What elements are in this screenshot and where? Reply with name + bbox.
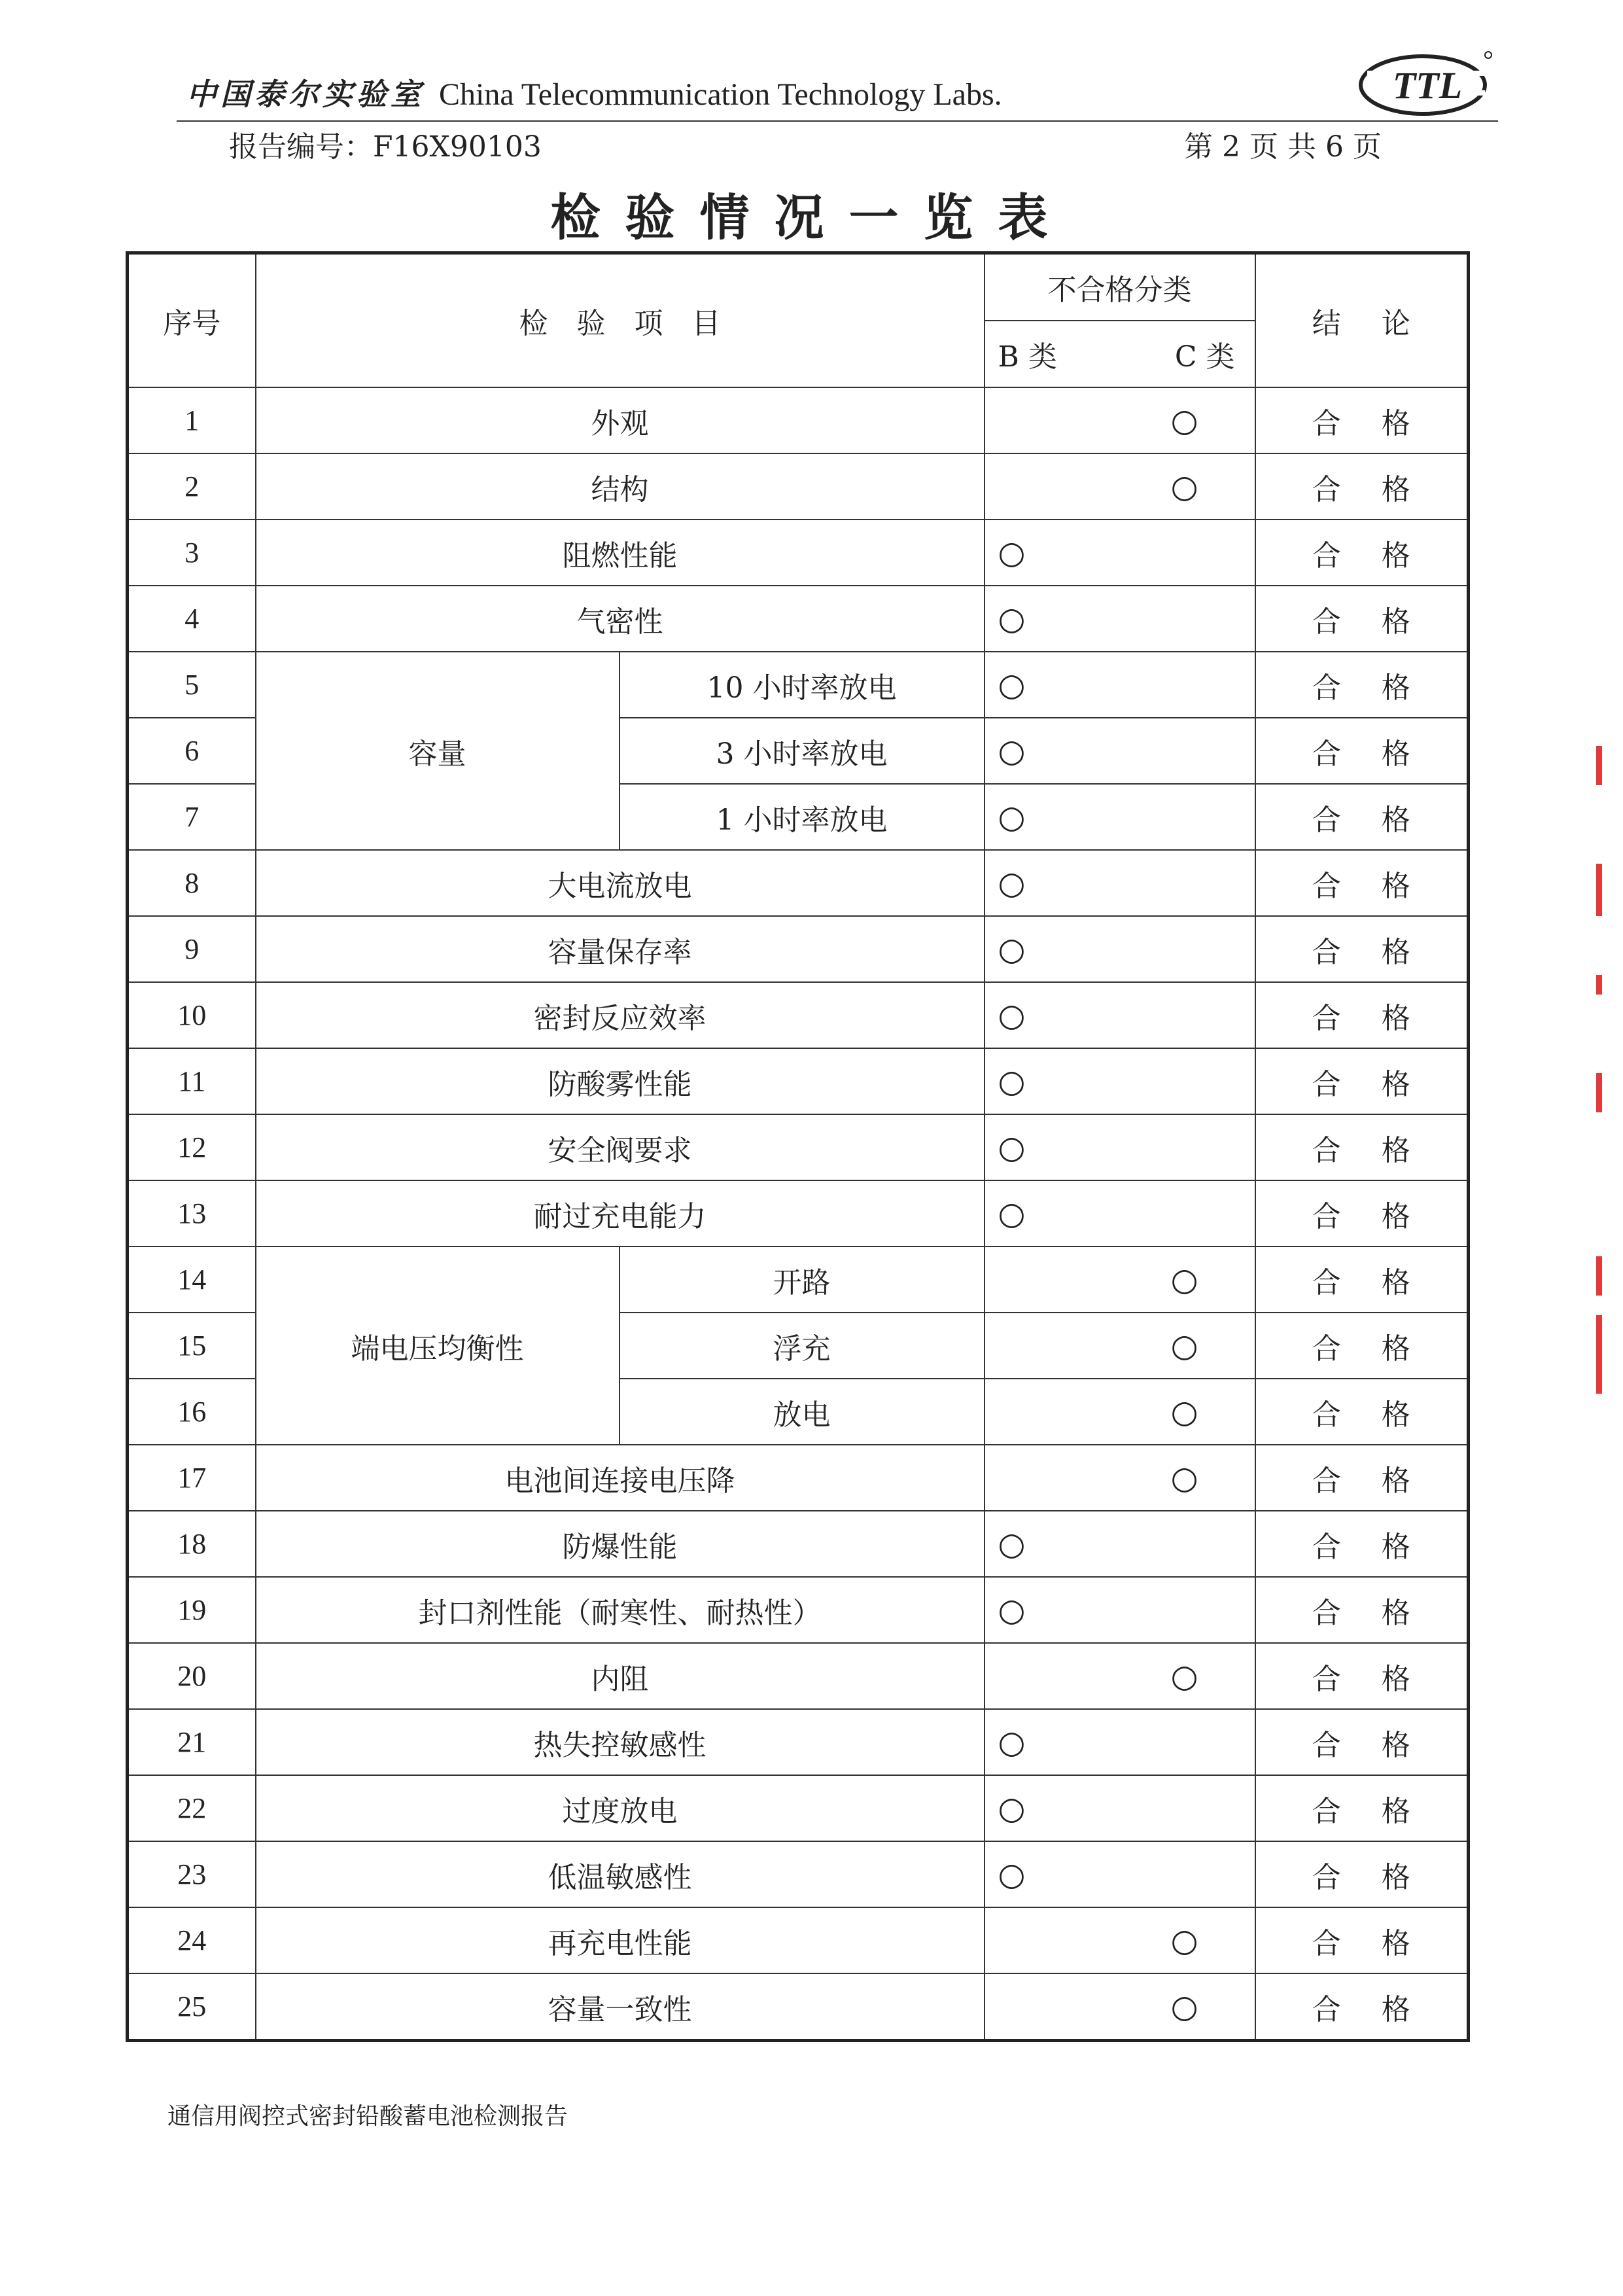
row-b-mark: ○ bbox=[998, 1525, 1026, 1563]
row-item: 浮充 bbox=[620, 1313, 985, 1379]
table-row bbox=[128, 1114, 1469, 1180]
row-seq: 14 bbox=[128, 1246, 256, 1313]
table-row bbox=[128, 1907, 1469, 1973]
row-item: 防酸雾性能 bbox=[256, 1048, 985, 1114]
row-seq: 7 bbox=[128, 784, 256, 850]
row-seq: 11 bbox=[128, 1048, 256, 1114]
table-row bbox=[128, 1180, 1469, 1246]
row-result: 合 格 bbox=[1255, 982, 1469, 1048]
table-row bbox=[128, 982, 1469, 1048]
row-b-mark: ○ bbox=[998, 1063, 1026, 1100]
row-b-mark: ○ bbox=[998, 1129, 1026, 1166]
row-category bbox=[985, 1379, 1255, 1445]
row-category bbox=[985, 453, 1255, 520]
row-seq: 10 bbox=[128, 982, 256, 1048]
row-category bbox=[985, 1048, 1255, 1114]
row-result: 合 格 bbox=[1255, 1048, 1469, 1114]
row-seq: 18 bbox=[128, 1511, 256, 1577]
row-b-mark: ○ bbox=[998, 997, 1026, 1034]
row-item: 气密性 bbox=[256, 586, 985, 652]
row-category bbox=[985, 784, 1255, 850]
header-item: 检 验 项 目 bbox=[256, 253, 985, 388]
table-row bbox=[128, 1445, 1469, 1511]
row-category bbox=[985, 1709, 1255, 1775]
inspection-table bbox=[126, 251, 1470, 2042]
row-seq: 21 bbox=[128, 1709, 256, 1775]
row-category bbox=[985, 1313, 1255, 1379]
report-number: 报告编号：F16X90103 bbox=[229, 130, 542, 164]
row-result: 合 格 bbox=[1255, 916, 1469, 982]
row-result: 合 格 bbox=[1255, 387, 1469, 453]
table-row bbox=[128, 453, 1469, 520]
row-result: 合 格 bbox=[1255, 1577, 1469, 1643]
row-result: 合 格 bbox=[1255, 1180, 1469, 1246]
table-row bbox=[128, 1577, 1469, 1643]
org-name-chinese: 中国泰尔实验室 bbox=[186, 77, 425, 112]
table-row bbox=[128, 1643, 1469, 1709]
row-item: 3 小时率放电 bbox=[620, 718, 985, 784]
row-seq: 5 bbox=[128, 652, 256, 718]
row-seq: 4 bbox=[128, 586, 256, 652]
row-b-mark: ○ bbox=[998, 1723, 1026, 1761]
row-category bbox=[985, 982, 1255, 1048]
row-item: 大电流放电 bbox=[256, 850, 985, 916]
row-seq: 17 bbox=[128, 1445, 256, 1511]
row-seq: 15 bbox=[128, 1313, 256, 1379]
row-b-mark: ○ bbox=[998, 732, 1026, 769]
row-item: 防爆性能 bbox=[256, 1511, 985, 1577]
row-item: 容量保存率 bbox=[256, 916, 985, 982]
stamp-mark bbox=[1596, 1073, 1602, 1112]
table-row bbox=[128, 916, 1469, 982]
table-row bbox=[128, 1511, 1469, 1577]
row-result: 合 格 bbox=[1255, 520, 1469, 586]
row-c-mark: ○ bbox=[1170, 1261, 1198, 1298]
row-item: 10 小时率放电 bbox=[620, 652, 985, 718]
row-category bbox=[985, 1246, 1255, 1313]
row-result: 合 格 bbox=[1255, 1973, 1469, 2041]
row-seq: 12 bbox=[128, 1114, 256, 1180]
row-b-mark: ○ bbox=[998, 1591, 1026, 1629]
header-bc bbox=[985, 321, 1255, 387]
row-item: 容量一致性 bbox=[256, 1973, 985, 2041]
table-row bbox=[128, 1973, 1469, 2041]
row-result: 合 格 bbox=[1255, 652, 1469, 718]
row-result: 合 格 bbox=[1255, 1841, 1469, 1907]
row-item: 结构 bbox=[256, 453, 985, 520]
row-result: 合 格 bbox=[1255, 718, 1469, 784]
row-seq: 9 bbox=[128, 916, 256, 982]
row-item: 封口剂性能（耐寒性、耐热性） bbox=[256, 1577, 985, 1643]
row-item: 再充电性能 bbox=[256, 1907, 985, 1973]
row-c-mark: ○ bbox=[1170, 1327, 1198, 1364]
row-category bbox=[985, 1775, 1255, 1841]
table-row bbox=[128, 1841, 1469, 1907]
row-item: 放电 bbox=[620, 1379, 985, 1445]
row-category bbox=[985, 1841, 1255, 1907]
row-item: 外观 bbox=[256, 387, 985, 453]
row-seq: 19 bbox=[128, 1577, 256, 1643]
row-seq: 22 bbox=[128, 1775, 256, 1841]
header-divider bbox=[177, 120, 1498, 122]
row-b-mark: ○ bbox=[998, 666, 1026, 703]
row-result: 合 格 bbox=[1255, 1775, 1469, 1841]
row-category bbox=[985, 652, 1255, 718]
row-item: 内阻 bbox=[256, 1643, 985, 1709]
table-row bbox=[128, 850, 1469, 916]
stamp-mark bbox=[1596, 1256, 1602, 1296]
row-b-mark: ○ bbox=[998, 864, 1026, 902]
header-b: B 类 bbox=[998, 340, 1057, 374]
row-result: 合 格 bbox=[1255, 784, 1469, 850]
row-b-mark: ○ bbox=[998, 1856, 1026, 1893]
row-b-mark: ○ bbox=[998, 1195, 1026, 1232]
row-seq: 13 bbox=[128, 1180, 256, 1246]
row-result: 合 格 bbox=[1255, 1246, 1469, 1313]
row-seq: 23 bbox=[128, 1841, 256, 1907]
row-item: 低温敏感性 bbox=[256, 1841, 985, 1907]
row-seq: 16 bbox=[128, 1379, 256, 1445]
stamp-mark bbox=[1596, 864, 1602, 916]
row-category bbox=[985, 387, 1255, 453]
row-result: 合 格 bbox=[1255, 1114, 1469, 1180]
row-item: 过度放电 bbox=[256, 1775, 985, 1841]
row-result: 合 格 bbox=[1255, 1907, 1469, 1973]
stamp-mark bbox=[1596, 746, 1602, 785]
row-category bbox=[985, 850, 1255, 916]
row-category bbox=[985, 718, 1255, 784]
row-item: 安全阀要求 bbox=[256, 1114, 985, 1180]
row-result: 合 格 bbox=[1255, 1643, 1469, 1709]
row-result: 合 格 bbox=[1255, 1445, 1469, 1511]
header-c: C 类 bbox=[1174, 340, 1235, 374]
table-row bbox=[128, 1246, 1469, 1313]
row-c-mark: ○ bbox=[1170, 1657, 1198, 1695]
row-category bbox=[985, 520, 1255, 586]
row-group: 端电压均衡性 bbox=[256, 1246, 620, 1445]
table-row bbox=[128, 652, 1469, 718]
row-item: 密封反应效率 bbox=[256, 982, 985, 1048]
row-group: 容量 bbox=[256, 652, 620, 850]
row-b-mark: ○ bbox=[998, 1790, 1026, 1827]
row-seq: 1 bbox=[128, 387, 256, 453]
row-c-mark: ○ bbox=[1170, 1459, 1198, 1496]
row-seq: 25 bbox=[128, 1973, 256, 2041]
row-seq: 24 bbox=[128, 1907, 256, 1973]
row-seq: 8 bbox=[128, 850, 256, 916]
row-item: 1 小时率放电 bbox=[620, 784, 985, 850]
row-c-mark: ○ bbox=[1170, 1922, 1198, 1959]
row-category bbox=[985, 1445, 1255, 1511]
row-category bbox=[985, 1511, 1255, 1577]
row-category bbox=[985, 586, 1255, 652]
row-result: 合 格 bbox=[1255, 1709, 1469, 1775]
table-row bbox=[128, 520, 1469, 586]
row-seq: 2 bbox=[128, 453, 256, 520]
table-row bbox=[128, 387, 1469, 453]
table-row bbox=[128, 586, 1469, 652]
header-category: 不合格分类 bbox=[985, 253, 1255, 321]
org-name-english: China Telecommunication Technology Labs. bbox=[439, 77, 1002, 112]
row-category bbox=[985, 1643, 1255, 1709]
footer-note: 通信用阀控式密封铅酸蓄电池检测报告 bbox=[167, 2103, 568, 2130]
stamp-mark bbox=[1596, 1315, 1602, 1394]
ttl-logo-icon bbox=[1354, 44, 1498, 123]
row-seq: 20 bbox=[128, 1643, 256, 1709]
row-c-mark: ○ bbox=[1170, 468, 1198, 505]
table-row bbox=[128, 1709, 1469, 1775]
row-category bbox=[985, 1973, 1255, 2041]
table-row bbox=[128, 1775, 1469, 1841]
page-title: 检验情况一览表 bbox=[550, 188, 1073, 247]
table-header-row bbox=[128, 253, 1469, 321]
row-item: 耐过充电能力 bbox=[256, 1180, 985, 1246]
row-b-mark: ○ bbox=[998, 600, 1026, 637]
table-row bbox=[128, 1048, 1469, 1114]
row-category bbox=[985, 1114, 1255, 1180]
row-result: 合 格 bbox=[1255, 1379, 1469, 1445]
row-seq: 3 bbox=[128, 520, 256, 586]
row-item: 电池间连接电压降 bbox=[256, 1445, 985, 1511]
row-seq: 6 bbox=[128, 718, 256, 784]
header-conclusion: 结 论 bbox=[1255, 253, 1469, 388]
row-result: 合 格 bbox=[1255, 1511, 1469, 1577]
row-category bbox=[985, 1907, 1255, 1973]
row-result: 合 格 bbox=[1255, 586, 1469, 652]
header-seq: 序号 bbox=[128, 253, 256, 388]
row-c-mark: ○ bbox=[1170, 1393, 1198, 1430]
row-category bbox=[985, 916, 1255, 982]
organization-name bbox=[186, 71, 1002, 114]
row-c-mark: ○ bbox=[1170, 1988, 1198, 2025]
row-c-mark: ○ bbox=[1170, 402, 1198, 439]
row-result: 合 格 bbox=[1255, 1313, 1469, 1379]
row-b-mark: ○ bbox=[998, 534, 1026, 571]
row-category bbox=[985, 1577, 1255, 1643]
row-item: 阻燃性能 bbox=[256, 520, 985, 586]
logo-text: TTL bbox=[1392, 64, 1463, 107]
row-item: 热失控敏感性 bbox=[256, 1709, 985, 1775]
page-indicator: 第 2 页 共 6 页 bbox=[1184, 130, 1382, 164]
row-result: 合 格 bbox=[1255, 453, 1469, 520]
row-b-mark: ○ bbox=[998, 930, 1026, 968]
stamp-mark bbox=[1596, 975, 1602, 995]
row-b-mark: ○ bbox=[998, 798, 1026, 836]
row-result: 合 格 bbox=[1255, 850, 1469, 916]
row-item: 开路 bbox=[620, 1246, 985, 1313]
row-category bbox=[985, 1180, 1255, 1246]
